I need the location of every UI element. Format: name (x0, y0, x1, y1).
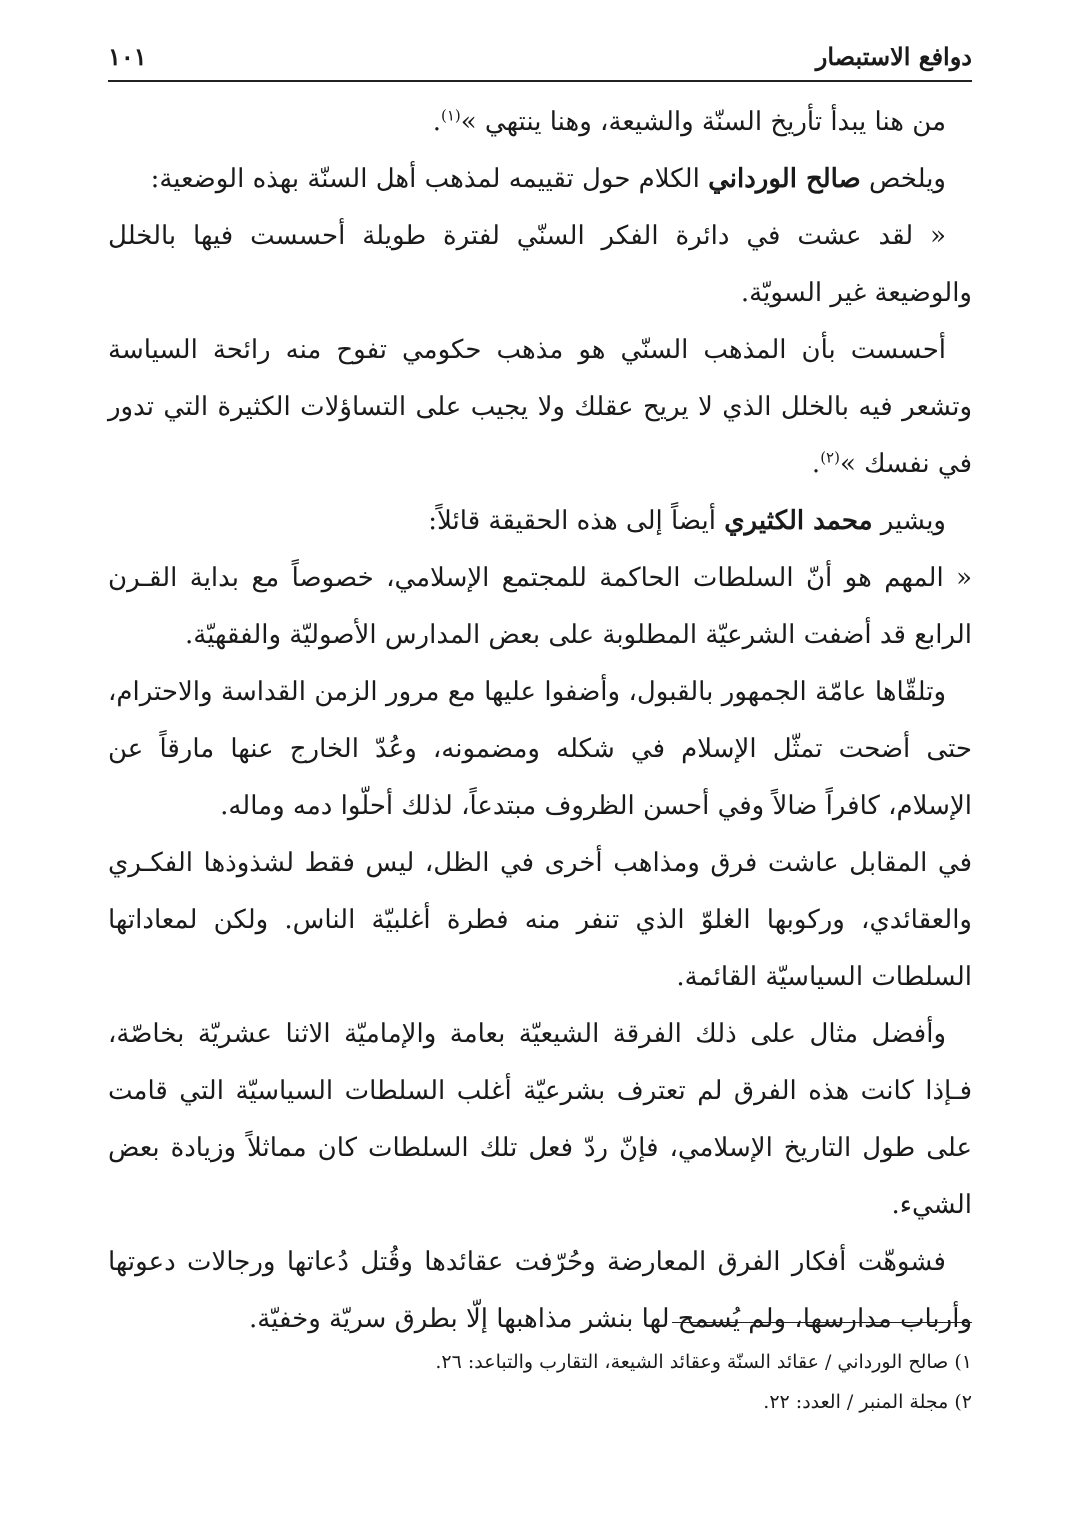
running-title: دوافع الاستبصار (815, 42, 972, 71)
paragraph-5: ويشير محمد الكثيري أيضاً إلى هذه الحقيقة قائلاً: (428, 506, 946, 536)
paragraph-8: في المقابل عاشت فرق ومذاهب أخرى في الظل، ليس فقط لشذوذها الفكـري والعقائدي، وركوبها الغلوّ الذي تنفر منه فطرة أغلبيّة الناس. ولكن لمعاداتها السلطات السياسيّة القائمة. (108, 848, 972, 992)
body-text (108, 94, 972, 1348)
paragraph-7: وتلقّاها عامّة الجمهور بالقبول، وأضفوا عليها مع مرور الزمن القداسة والاحترام، حتى أضحت تمثّل الإسلام في شكله ومضمونه، وعُدّ الخارج عنها مارقاً عن الإسلام، كافراً ضالاً وفي أحسن الظروف مبتدعاً، لذلك أحلّوا دمه وماله. (108, 677, 972, 821)
footnote-1: ١) صالح الورداني / عقائد السنّة وعقائد الشيعة، التقارب والتباعد: ٢٦. (435, 1351, 972, 1373)
paragraph-4: أحسست بأن المذهب السنّي هو مذهب حكومي تفوح منه رائحة السياسة وتشعر فيه بالخلل الذي لا يريح عقلك ولا يجيب على التساؤلات الكثيرة التي تدور في نفسك »$^{(٢)}$. (108, 335, 972, 479)
author-name-wardani: صالح الورداني (708, 164, 861, 194)
paragraph-10: فشوهّت أفكار الفرق المعارضة وحُرّفت عقائدها وقُتل دُعاتها ورجالات دعوتها وأرباب مدارسها، ولم يُسمح لها بنشر مذاهبها إلّا بطرق سريّة وخفيّة. (108, 1247, 972, 1334)
running-header (108, 38, 972, 78)
footnote-ref-1[interactable]: (١) (440, 106, 461, 125)
header-divider (108, 80, 972, 82)
page-number: ١٠١ (108, 42, 147, 71)
paragraph-2: ويلخص صالح الورداني الكلام حول تقييمه لمذهب أهل السنّة بهذه الوضعية: (150, 164, 946, 194)
paragraph-3: « لقد عشت في دائرة الفكر السنّي لفترة طويلة أحسست فيها بالخلل والوضيعة غير السويّة. (108, 221, 972, 308)
paragraph-6: « المهم هو أنّ السلطات الحاكمة للمجتمع الإسلامي، خصوصاً مع بداية القـرن الرابع قد أضفت الشرعيّة المطلوبة على بعض المدارس الأصوليّة والفقهيّة. (108, 563, 972, 650)
footnote-2: ٢) مجلة المنبر / العدد: ٢٢. (763, 1391, 972, 1413)
author-name-kathiri: محمد الكثيري (724, 506, 873, 536)
footnote-divider (672, 1322, 972, 1323)
paragraph-9: وأفضل مثال على ذلك الفرقة الشيعيّة بعامة والإماميّة الاثنا عشريّة بخاصّة، فـإذا كانت هذه الفرق لم تعترف بشرعيّة أغلب السلطات السياسيّة التي قامت على طول التاريخ الإسلامي، فإنّ ردّ فعل تلك السلطات كان مماثلاً وزيادة بعض الشيء. (108, 1019, 973, 1220)
footnotes (108, 1342, 972, 1422)
footnote-ref-2[interactable]: (٢) (820, 448, 840, 467)
paragraph-1: من هنا يبدأ تأريخ السنّة والشيعة، وهنا ينتهي »$^{(١)}$. (432, 106, 946, 137)
